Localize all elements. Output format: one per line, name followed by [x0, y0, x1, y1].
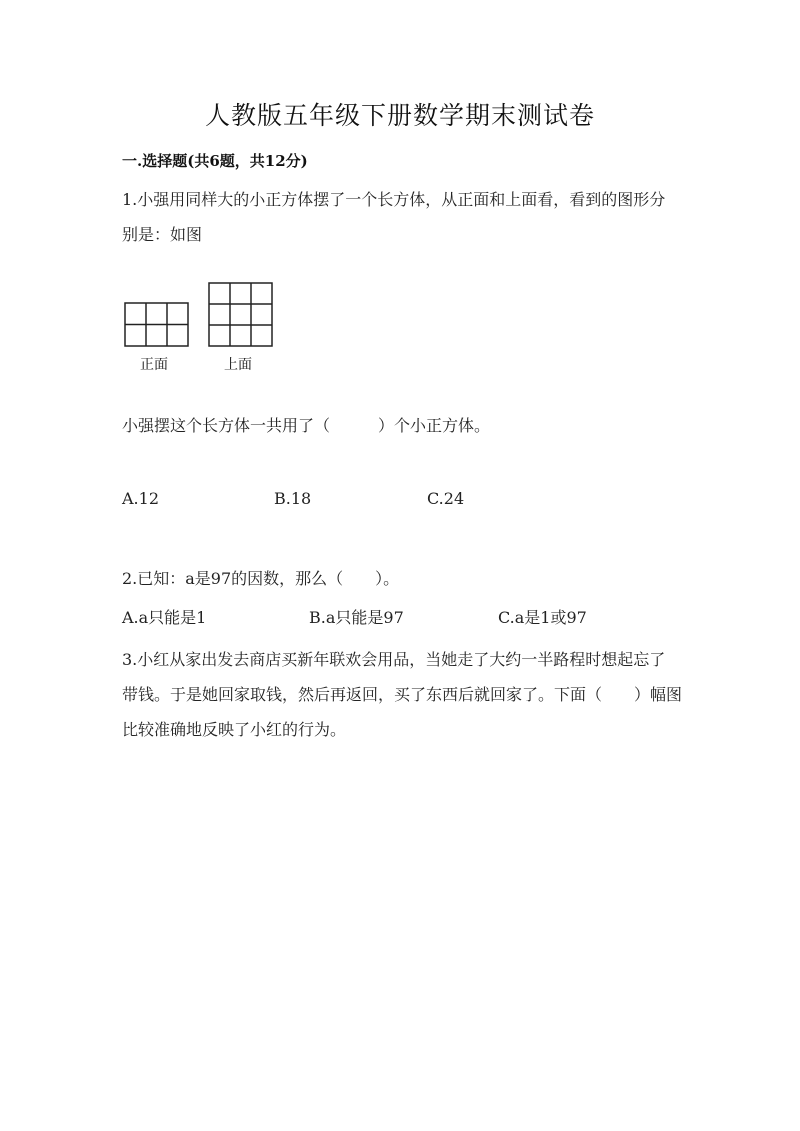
top-view-grid: [208, 282, 274, 348]
q3-text-line2: 带钱。于是她回家取钱，然后再返回，买了东西后就回家了。下面（ ）幅图: [122, 685, 683, 704]
q1-option-c: C.24: [427, 489, 465, 508]
q1-text-line2: 别是：如图: [122, 225, 203, 244]
q2-option-a: A.a只能是1: [122, 608, 207, 627]
front-view-label: 正面: [140, 357, 168, 373]
q2-text-line1: 2.已知：a是97的因数，那么（ ）。: [122, 569, 400, 588]
q1-option-b: B.18: [274, 489, 312, 508]
q1-option-a: A.12: [122, 489, 159, 508]
q2-option-c: C.a是1或97: [498, 608, 587, 627]
top-view-label: 上面: [224, 357, 252, 373]
front-view-grid: [124, 302, 190, 348]
q2-option-b: B.a只能是97: [309, 608, 404, 627]
q1-text-line1: 1.小强用同样大的小正方体摆了一个长方体，从正面和上面看，看到的图形分: [122, 190, 666, 209]
top-view-outline: [209, 283, 272, 346]
page-title: 人教版五年级下册数学期末测试卷: [204, 101, 595, 130]
q3-text-line1: 3.小红从家出发去商店买新年联欢会用品，当她走了大约一半路程时想起忘了: [122, 650, 666, 669]
section-heading: 一.选择题(共6题，共12分): [122, 152, 308, 170]
q3-text-line3: 比较准确地反映了小红的行为。: [122, 720, 347, 739]
q1-question: 小强摆这个长方体一共用了（ ）个小正方体。: [122, 416, 491, 435]
